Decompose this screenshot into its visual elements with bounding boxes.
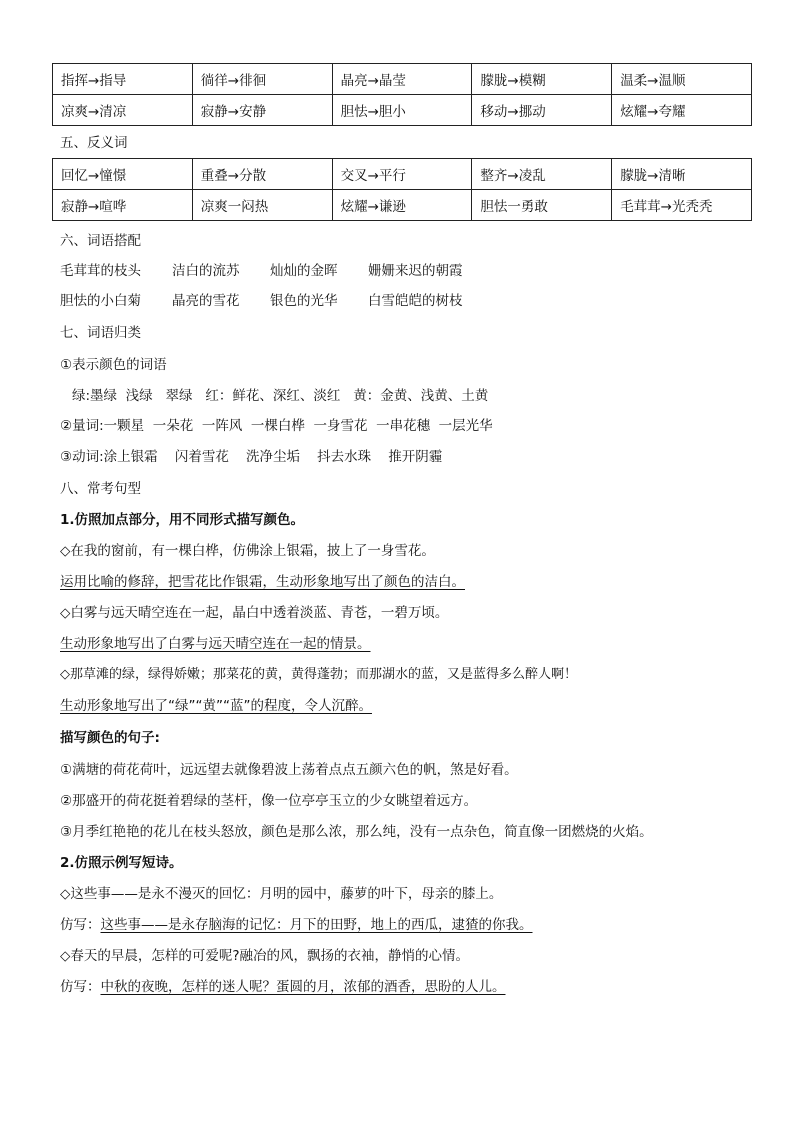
color-words-heading: ①表示颜色的词语 xyxy=(60,357,167,373)
table-cell: 朦胧→模糊 xyxy=(472,64,612,95)
question1-title: 1.仿照加点部分，用不同形式描写颜色。 xyxy=(60,512,305,528)
color-sentences-heading: 描写颜色的句子: xyxy=(60,730,160,746)
section8-heading: 八、常考句型 xyxy=(60,481,141,497)
table-cell: 胆怯→胆小 xyxy=(332,95,472,126)
table-cell: 毛茸茸→光秃秃 xyxy=(612,190,752,221)
question1-answer-2: 生动形象地写出了白雾与远天晴空连在一起的情景。 xyxy=(60,636,371,652)
color-sentence-3: ③月季红艳艳的花儿在枝头怒放，颜色是那么浓，那么纯，没有一点杂色，简直像一团燃烧的火焰。 xyxy=(60,824,653,840)
section7-heading: 七、词语归类 xyxy=(60,325,141,341)
question2-example-1: ◇这些事——是永不漫灭的回忆：月明的园中，藤萝的叶下，母亲的膝上。 xyxy=(60,886,503,902)
table-cell: 晶亮→晶莹 xyxy=(332,64,472,95)
antonyms-table xyxy=(52,158,752,221)
table-cell: 炫耀→夸耀 xyxy=(612,95,752,126)
collocations-line-2 xyxy=(60,292,463,310)
table-cell: 寂静→安静 xyxy=(192,95,332,126)
color-sentence-1: ①满塘的荷花荷叶，远远望去就像碧波上荡着点点五颜六色的帆，煞是好看。 xyxy=(60,762,518,778)
section5-heading: 五、反义词 xyxy=(60,135,128,151)
table-cell: 温柔→温顺 xyxy=(612,64,752,95)
question1-answer-3: 生动形象地写出了“绿”“黄”“蓝”的程度，令人沉醉。 xyxy=(60,698,372,714)
synonyms-table xyxy=(52,63,752,126)
collocation-item: 银色的光华 xyxy=(270,293,338,309)
collocation-item: 洁白的流苏 xyxy=(172,263,240,279)
table-cell: 交叉→平行 xyxy=(332,159,472,190)
table-row xyxy=(53,64,752,95)
table-cell: 指挥→指导 xyxy=(53,64,193,95)
table-cell: 凉爽→清凉 xyxy=(53,95,193,126)
question2-imitation-2 xyxy=(60,978,506,996)
table-cell: 炫耀→谦逊 xyxy=(332,190,472,221)
collocation-item: 白雪皑皑的树枝 xyxy=(368,293,463,309)
table-row xyxy=(53,95,752,126)
imitation-answer: 中秋的夜晚，怎样的迷人呢？蛋圆的月，浓郁的酒香，思盼的人儿。 xyxy=(100,979,506,995)
measure-words-line: ②量词:一颗星 一朵花 一阵风 一棵白桦 一身雪花 一串花穗 一层光华 xyxy=(60,418,493,434)
collocation-item: 姗姗来迟的朝霞 xyxy=(368,263,463,279)
collocation-item: 晶亮的雪花 xyxy=(172,293,240,309)
table-cell: 胆怯一勇敢 xyxy=(472,190,612,221)
table-cell: 回忆→憧憬 xyxy=(53,159,193,190)
question2-title: 2.仿照示例写短诗。 xyxy=(60,855,183,871)
table-cell: 徜徉→徘徊 xyxy=(192,64,332,95)
question1-answer-1: 运用比喻的修辞，把雪花比作银霜，生动形象地写出了颜色的洁白。 xyxy=(60,574,465,590)
collocations-line-1 xyxy=(60,262,463,280)
question1-example-1: ◇在我的窗前，有一棵白桦，仿佛涂上银霜，披上了一身雪花。 xyxy=(60,543,435,559)
question1-example-3: ◇那草滩的绿，绿得娇嫩；那菜花的黄，黄得蓬勃；而那湖水的蓝，又是蓝得多么醉人啊！ xyxy=(60,667,577,682)
verbs-line: ③动词:涂上银霜 闪着雪花 洗净尘垢 抖去水珠 推开阴霾 xyxy=(60,449,443,465)
question2-imitation-1 xyxy=(60,916,533,934)
color-sentence-2: ②那盛开的荷花挺着碧绿的茎杆，像一位亭亭玉立的少女眺望着远方。 xyxy=(60,793,478,809)
table-cell: 整齐→凌乱 xyxy=(472,159,612,190)
question1-example-2: ◇白雾与远天晴空连在一起，晶白中透着淡蓝、青苍，一碧万顷。 xyxy=(60,605,449,621)
collocation-item: 毛茸茸的枝头 xyxy=(60,263,141,279)
collocation-item: 灿灿的金晖 xyxy=(270,263,338,279)
question2-example-2: ◇春天的早晨，怎样的可爱呢?融冶的风，飘扬的衣袖，静悄的心情。 xyxy=(60,948,470,964)
imitation-label: 仿写： xyxy=(60,979,101,995)
imitation-answer: 这些事——是永存脑海的记忆：月下的田野，地上的西瓜，逮猹的你我。 xyxy=(100,917,533,933)
color-words-line: 绿:墨绿 浅绿 翠绿 红：鲜花、深红、淡红 黄：金黄、浅黄、土黄 xyxy=(72,388,489,404)
table-cell: 寂静→喧哗 xyxy=(53,190,193,221)
table-row xyxy=(53,190,752,221)
section6-heading: 六、词语搭配 xyxy=(60,233,141,249)
table-cell: 移动→挪动 xyxy=(472,95,612,126)
table-cell: 朦胧→清晰 xyxy=(612,159,752,190)
table-cell: 凉爽一闷热 xyxy=(192,190,332,221)
collocation-item: 胆怯的小白菊 xyxy=(60,293,141,309)
imitation-label: 仿写： xyxy=(60,917,101,933)
table-row xyxy=(53,159,752,190)
table-cell: 重叠→分散 xyxy=(192,159,332,190)
